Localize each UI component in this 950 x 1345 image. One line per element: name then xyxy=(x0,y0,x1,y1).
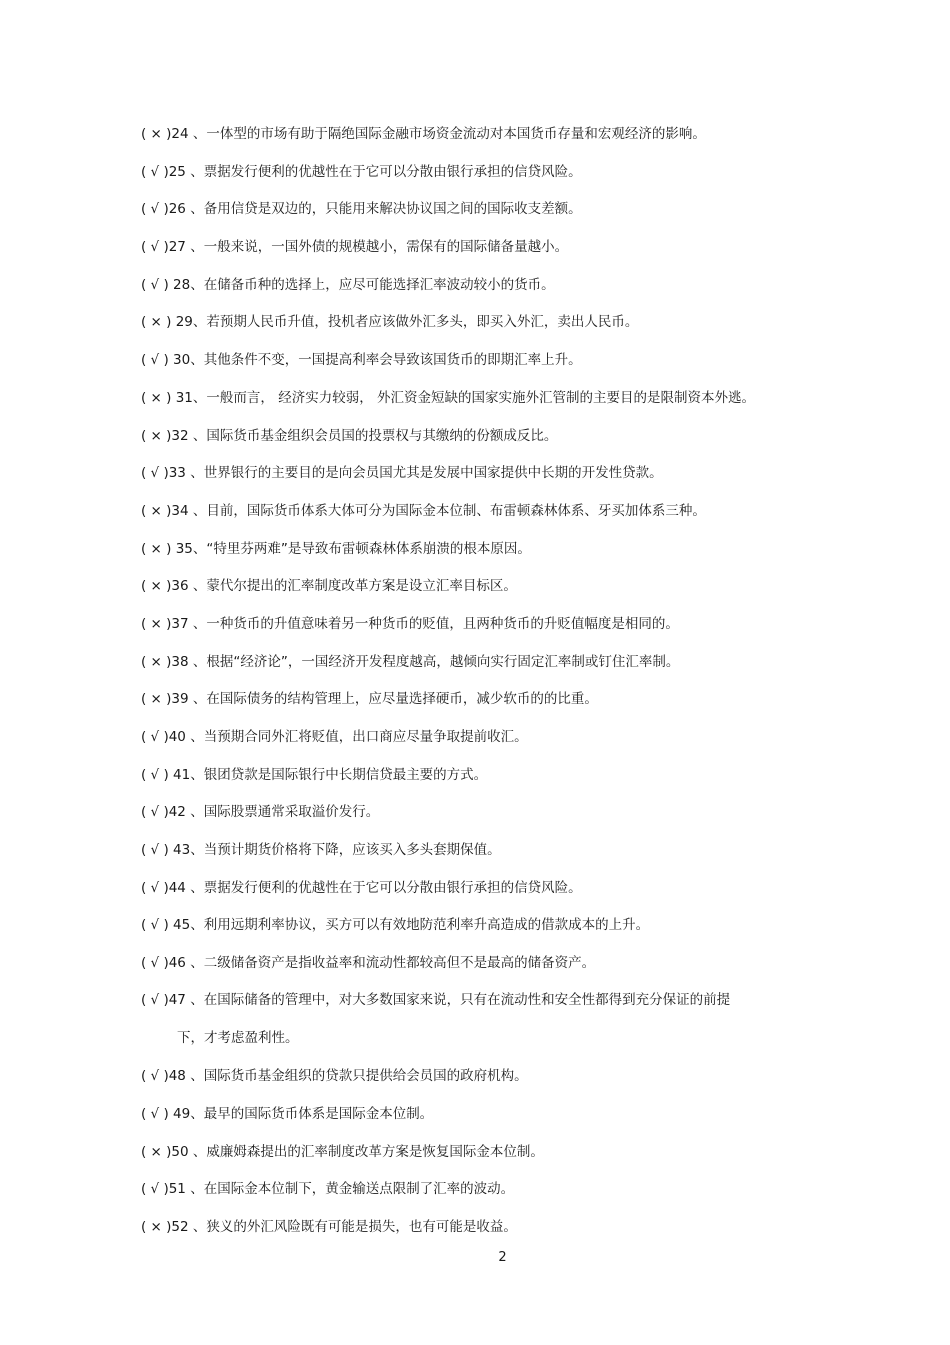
item-text: ( × )24 、一体型的市场有助于隔绝国际金融市场资金流动对本国货币存量和宏观经济的影响。 xyxy=(141,126,706,142)
item-text: ( × )38 、根据“经济论”，一国经济开发程度越高，越倾向实行固定汇率制或钉住汇率制。 xyxy=(141,653,680,670)
list-item xyxy=(0,798,950,836)
item-text: ( √ )26 、备用信贷是双边的，只能用来解决协议国之间的国际收支差额。 xyxy=(141,201,582,218)
list-item xyxy=(0,1213,950,1251)
item-text: ( × )50 、威廉姆森提出的汇率制度改革方案是恢复国际金本位制。 xyxy=(141,1143,544,1160)
item-text: ( √ ) 45、利用远期利率协议，买方可以有效地防范利率升高造成的借款成本的上升。 xyxy=(141,917,650,934)
item-text: ( × ) 31、一般而言， 经济实力较弱， 外汇资金短缺的国家实施外汇管制的主要目的是限制资本外逃。 xyxy=(141,389,755,406)
list-item xyxy=(0,874,950,912)
list-item xyxy=(0,836,950,874)
item-text-line1: ( √ )47 、在国际储备的管理中，对大多数国家来说，只有在流动性和安全性都得到充分保证的前提 xyxy=(141,991,731,1008)
item-text: ( √ )44 、票据发行便利的优越性在于它可以分散由银行承担的信贷风险。 xyxy=(141,879,582,896)
list-item xyxy=(0,346,950,384)
list-item xyxy=(0,1062,950,1100)
item-text: ( √ )42 、国际股票通常采取溢价发行。 xyxy=(141,804,380,821)
list-item xyxy=(0,911,950,949)
list-item xyxy=(0,723,950,761)
item-text: ( × )39 、在国际债务的结构管理上，应尽量选择硬币，减少软币的的比重。 xyxy=(141,691,598,708)
list-item xyxy=(0,761,950,799)
item-text: ( √ )46 、二级储备资产是指收益率和流动性都较高但不是最高的储备资产。 xyxy=(141,955,596,972)
list-item xyxy=(0,535,950,573)
list-item xyxy=(0,459,950,497)
list-item xyxy=(0,195,950,233)
item-text: ( √ ) 49、最早的国际货币体系是国际金本位制。 xyxy=(141,1105,434,1122)
list-item xyxy=(0,422,950,460)
list-item xyxy=(0,572,950,610)
item-text: ( × )52 、狭义的外汇风险既有可能是损失，也有可能是收益。 xyxy=(141,1218,517,1235)
list-item xyxy=(0,1100,950,1138)
item-text: ( × )36 、蒙代尔提出的汇率制度改革方案是设立汇率目标区。 xyxy=(141,578,517,595)
list-item xyxy=(0,1175,950,1213)
list-item xyxy=(0,497,950,535)
item-text: ( √ )27 、一般来说，一国外债的规模越小，需保有的国际储备量越小。 xyxy=(141,239,569,256)
list-item xyxy=(0,685,950,723)
item-text-wrapped xyxy=(141,982,801,1057)
true-false-list xyxy=(0,120,950,1251)
item-text: ( √ ) 28、在储备币种的选择上，应尽可能选择汇率波动较小的货币。 xyxy=(141,276,555,293)
item-text-continuation: 下，才考虑盈利性。 xyxy=(177,1029,299,1046)
list-item xyxy=(0,271,950,309)
list-item xyxy=(0,648,950,686)
item-text: ( √ )25 、票据发行便利的优越性在于它可以分散由银行承担的信贷风险。 xyxy=(141,163,582,180)
list-item xyxy=(0,610,950,648)
list-item xyxy=(0,158,950,196)
list-item xyxy=(0,1138,950,1176)
list-item xyxy=(0,384,950,422)
item-text: ( √ ) 41、银团贷款是国际银行中长期信贷最主要的方式。 xyxy=(141,766,488,783)
item-text: ( √ )40 、当预期合同外汇将贬值，出口商应尽量争取提前收汇。 xyxy=(141,729,528,745)
item-text: ( √ )48 、国际货币基金组织的贷款只提供给会员国的政府机构。 xyxy=(141,1068,528,1085)
item-text: ( × )37 、一种货币的升值意味着另一种货币的贬值，且两种货币的升贬值幅度是相同的。 xyxy=(141,615,679,632)
list-item xyxy=(0,987,950,1062)
item-text: ( √ ) 30、其他条件不变，一国提高利率会导致该国货币的即期汇率上升。 xyxy=(141,352,582,369)
list-item xyxy=(0,120,950,158)
item-text: ( √ )33 、世界银行的主要目的是向会员国尤其是发展中国家提供中长期的开发性贷款。 xyxy=(141,465,663,482)
item-text: ( √ ) 43、当预计期货价格将下降，应该买入多头套期保值。 xyxy=(141,842,501,859)
item-text: ( × ) 29、若预期人民币升值，投机者应该做外汇多头，即买入外汇，卖出人民币。 xyxy=(141,314,639,331)
list-item xyxy=(0,308,950,346)
item-text: ( × ) 35、“特里芬两难”是导致布雷顿森林体系崩溃的根本原因。 xyxy=(141,540,531,557)
page-number: 2 xyxy=(498,1250,507,1265)
item-text: ( × )32 、国际货币基金组织会员国的投票权与其缴纳的份额成反比。 xyxy=(141,427,558,444)
list-item xyxy=(0,233,950,271)
item-text: ( × )34 、目前，国际货币体系大体可分为国际金本位制、布雷顿森林体系、牙买加体系三种。 xyxy=(141,502,706,519)
item-text: ( √ )51 、在国际金本位制下，黄金输送点限制了汇率的波动。 xyxy=(141,1181,515,1198)
